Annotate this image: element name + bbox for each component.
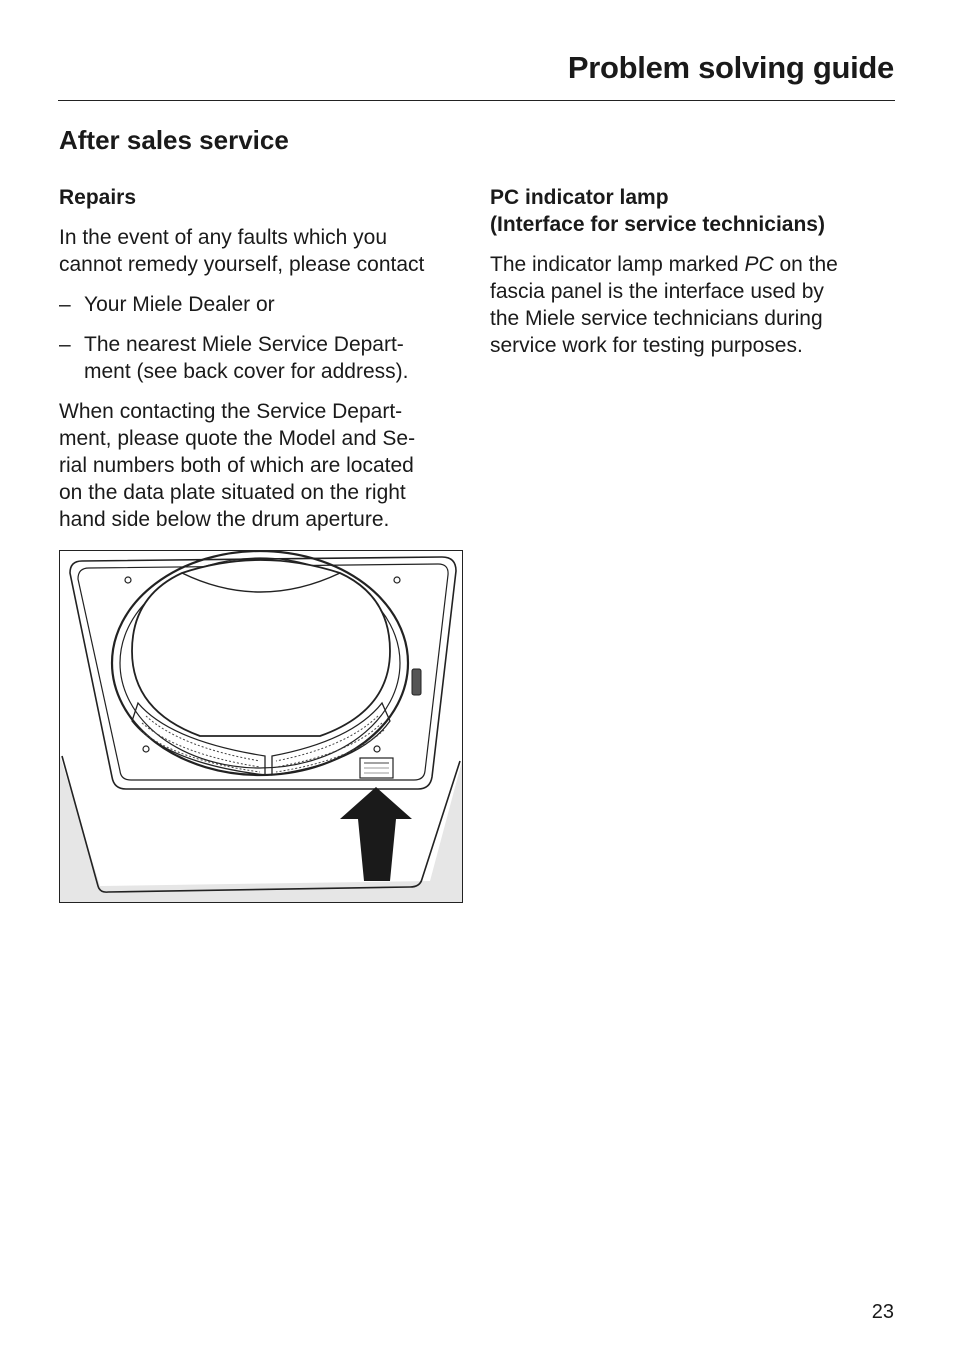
pc-label: PC (744, 253, 774, 276)
page-number: 23 (871, 1301, 894, 1323)
contact-line: rial numbers both of which are located (59, 454, 414, 477)
door-hinge (412, 669, 421, 695)
bullet-text-line: The nearest Miele Service Depart- (84, 333, 404, 356)
page-header-title: Problem solving guide (567, 50, 894, 85)
header-rule (58, 100, 895, 101)
pc-lamp-heading-line: PC indicator lamp (490, 186, 669, 209)
door-glass (132, 560, 390, 736)
pc-lamp-text: The indicator lamp marked (490, 253, 745, 276)
dryer-door-illustration (59, 550, 463, 903)
pc-lamp-text: on the (773, 253, 838, 276)
contact-line: on the data plate situated on the right (59, 481, 406, 504)
bullet-dash: – (59, 333, 71, 356)
contact-line: When contacting the Service Depart- (59, 400, 403, 423)
left-column (59, 184, 469, 533)
section-title: After sales service (59, 125, 289, 155)
repairs-intro (59, 224, 469, 278)
pc-lamp-line: service work for testing purposes. (490, 334, 803, 357)
right-column (490, 184, 890, 359)
pc-lamp-line: fascia panel is the interface used by (490, 280, 824, 303)
repairs-intro-line: In the event of any faults which you (59, 226, 388, 249)
bullet-item-dealer (59, 291, 469, 318)
bullet-item-service-department (59, 331, 469, 385)
bullet-text-line: ment (see back cover for address). (84, 360, 409, 383)
repairs-intro-line: cannot remedy yourself, please contact (59, 253, 425, 276)
pc-lamp-heading (490, 184, 890, 238)
bullet-dash: – (59, 293, 71, 316)
repairs-heading: Repairs (59, 186, 137, 209)
dryer-drawing (60, 551, 462, 902)
bullet-text: Your Miele Dealer or (84, 293, 275, 316)
pc-lamp-heading-line: (Interface for service technicians) (490, 213, 825, 236)
contact-line: ment, please quote the Model and Se- (59, 427, 416, 450)
contact-paragraph (59, 398, 469, 533)
pc-lamp-paragraph (490, 251, 890, 359)
pc-lamp-line: the Miele service technicians during (490, 307, 823, 330)
arrow-up-icon (340, 787, 412, 881)
contact-line: hand side below the drum aperture. (59, 508, 390, 531)
